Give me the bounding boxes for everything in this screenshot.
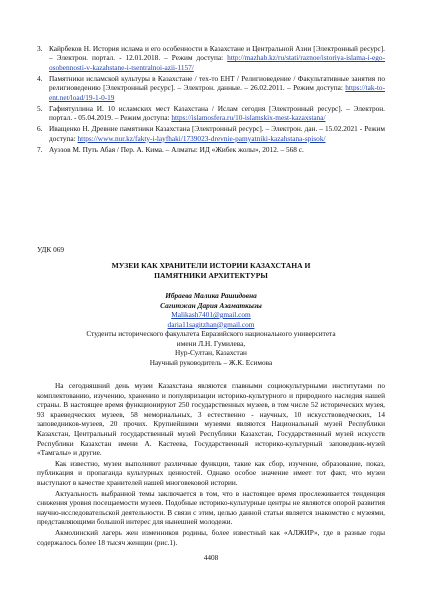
reference-number: 3. xyxy=(37,44,43,53)
body-paragraph: Как известно, музеи выполняют различные функции, такие как сбор, изучение, образование, показ, публикация и пропаганда культурных ценностей. Однако особое значение имеет тот факт, что музеи выступают в качестве хранителей нашей многовековой истории. xyxy=(37,458,385,487)
page-number: 4408 xyxy=(203,553,219,562)
reference-link[interactable]: https://www.nur.kz/fakty-i-layfhaki/1739023-drevnie-pamyatniki-kazahstana-spisok/ xyxy=(77,133,326,143)
udk-code: УДК 069 xyxy=(37,245,65,254)
reference-text: Гафиятуллина И. 10 исламских мест Казахстана / Ислам сегодня [Электронный ресурс]. – Электрон. портал. - 05.04.2019. – Режим доступа: xyxy=(49,103,385,123)
reference-number: 6. xyxy=(37,124,43,134)
title-line: МУЗЕИ КАК ХРАНИТЕЛИ ИСТОРИИ КАЗАХСТАНА И xyxy=(111,261,311,270)
reference-link[interactable]: http://mazhab.kz/ru/stati/raznoe/istoriya-islama-i-ego-osobennosti-v-kazahstane-i-tsentralnoi-azii-1157/ xyxy=(49,53,386,72)
affiliation: имени Л.Н. Гумилева, xyxy=(176,338,246,348)
title-line: ПАМЯТНИКИ АРХИТЕКТУРЫ xyxy=(154,270,268,280)
author-block xyxy=(37,291,385,367)
reference-text: Памятники исламской культуры в Казахстане / тех-то ЕНТ / Религиоведение / Факультативные занятия по религиоведению [Электронный ресурс]. – Электрон. данные. – 26.02.2011. – Режим доступа: xyxy=(49,73,385,93)
author-name: Сагитжан Дария Азаматкызы xyxy=(160,300,262,310)
author-email[interactable]: daria11sagitzhan@gmail.com xyxy=(167,319,255,329)
reference-item xyxy=(37,74,385,102)
article-body xyxy=(37,381,385,548)
affiliation: Студенты исторического факультета Евразийского национального университета xyxy=(86,329,336,338)
document-page xyxy=(37,0,385,600)
reference-item xyxy=(37,44,385,72)
supervisor: Научный руководитель – Ж.К. Есимова xyxy=(149,357,273,367)
reference-number: 5. xyxy=(37,103,43,113)
city: Нур-Султан, Казахстан xyxy=(175,348,247,357)
body-paragraph: Актуальность выбранной темы заключается в том, что в настоящее время прослеживается тенденция снижения уровня посещаемости музеев. Подобные историко-культурные центры не являются опорой развития научно-исследовательской деятельности. В связи с этим, целью данной статьи является знакомство с музеями, представляющими большой интерес для нынешней молодежи. xyxy=(37,488,385,527)
reference-text: Ауэзов М. Путь Абая / Пер. А. Кима. – Алматы: ИД «Жибек жолы», 2012. – 568 с. xyxy=(49,144,304,154)
reference-number: 7. xyxy=(37,144,43,154)
reference-item xyxy=(37,104,385,123)
reference-item xyxy=(37,124,385,143)
body-paragraph: Акмолинский лагерь жен изменников родины, более известный как «АЛЖИР», где в разные годы содержалось более 18 тысяч женщин (рис.1). xyxy=(37,527,385,547)
reference-text: Иващенко Н. Древние памятники Казахстана [Электронный ресурс]. – Электрон. дан. – 15.02.2021 - Режим доступа: xyxy=(49,124,385,143)
article-title xyxy=(37,261,385,280)
reference-list xyxy=(37,44,385,156)
reference-item xyxy=(37,145,385,154)
reference-text: Кайрбеков Н. История ислама и его особенности в Казахстане и Центральной Азии [Электронный ресурс]. – Электрон. портал. - 12.01.2018. – Режим доступа: xyxy=(49,44,385,63)
reference-link[interactable]: https://tak-to-ent.net/load/19-1-0-19 xyxy=(49,83,386,102)
reference-link[interactable]: https://islamosfera.ru/10-islamskix-mest-kazaxstana/ xyxy=(171,113,326,123)
author-name: Ибраева Малика Рашидовна xyxy=(165,291,257,300)
body-paragraph: На сегодняшний день музеи Казахстана являются главными социокультурными институтами по комплектованию, изучению, хранению и популяризации историко-культурного и природного наследия нашей страны. В настоящее время функционируют 250 государственных музеев, в том числе 52 исторических музея, 93 краеведческих музеев, 58 мемориальных, 3 естественно - научных, 10 искусствоведческих, 14 заповедников-музеев, 20 прочих. Крупнейшими музеями являются Национальный музей Республики Казахстан, Центральный государственный музей Республики Казахстан, Государственный музей искусств Республики Казахстан имени А. Кастеева, Государственный историко-культурный заповедник-музей «Тамгалы» и другие. xyxy=(37,381,385,458)
author-email[interactable]: Malikash7401@gmail.com xyxy=(171,310,251,319)
reference-number: 4. xyxy=(37,73,43,83)
